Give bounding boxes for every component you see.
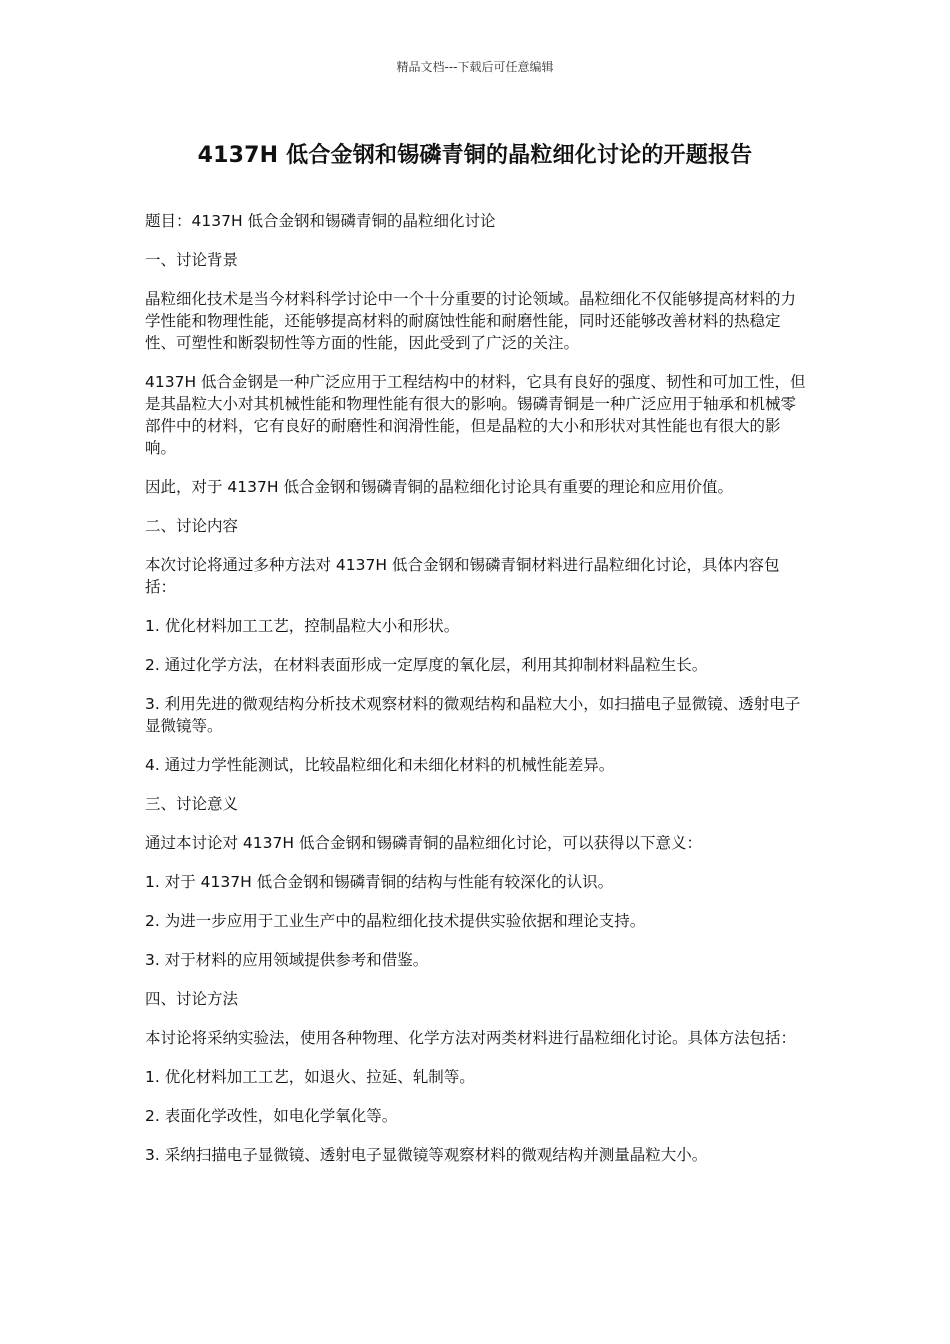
list-item: 2. 通过化学方法，在材料表面形成一定厚度的氧化层，利用其抑制材料晶粒生长。	[145, 656, 708, 674]
background-paragraph: 因此，对于 4137H 低合金钢和锡磷青铜的晶粒细化讨论具有重要的理论和应用价值。	[145, 478, 733, 496]
section-heading-content: 二、讨论内容	[145, 517, 239, 535]
list-item: 1. 对于 4137H 低合金钢和锡磷青铜的结构与性能有较深化的认识。	[145, 873, 614, 891]
list-item: 2. 表面化学改性，如电化学氧化等。	[145, 1107, 398, 1125]
topic-line: 题目：4137H 低合金钢和锡磷青铜的晶粒细化讨论	[145, 212, 496, 230]
section-heading-methods: 四、讨论方法	[145, 990, 239, 1008]
background-paragraph: 晶粒细化技术是当今材料科学讨论中一个十分重要的讨论领域。晶粒细化不仅能够提高材料的力学性能和物理性能，还能够提高材料的耐腐蚀性能和耐磨性能，同时还能够改善材料的热稳定性、可塑性和断裂韧性等方面的性能，因此受到了广泛的关注。	[145, 290, 797, 352]
document-body	[145, 210, 810, 1183]
section-heading-background: 一、讨论背景	[145, 251, 239, 269]
significance-intro: 通过本讨论对 4137H 低合金钢和锡磷青铜的晶粒细化讨论，可以获得以下意义：	[145, 834, 702, 852]
header-note: 精品文档---下载后可任意编辑	[396, 60, 554, 74]
document-title: 4137H 低合金钢和锡磷青铜的晶粒细化讨论的开题报告	[197, 143, 753, 168]
list-item: 4. 通过力学性能测试，比较晶粒细化和未细化材料的机械性能差异。	[145, 756, 615, 774]
methods-intro: 本讨论将采纳实验法，使用各种物理、化学方法对两类材料进行晶粒细化讨论。具体方法包括：	[145, 1029, 797, 1047]
list-item: 2. 为进一步应用于工业生产中的晶粒细化技术提供实验依据和理论支持。	[145, 912, 646, 930]
list-item: 1. 优化材料加工工艺，控制晶粒大小和形状。	[145, 617, 460, 635]
list-item: 1. 优化材料加工工艺，如退火、拉延、轧制等。	[145, 1068, 475, 1086]
section-heading-significance: 三、讨论意义	[145, 795, 239, 813]
content-intro: 本次讨论将通过多种方法对 4137H 低合金钢和锡磷青铜材料进行晶粒细化讨论，具体内容包括：	[145, 556, 780, 596]
background-paragraph: 4137H 低合金钢是一种广泛应用于工程结构中的材料，它具有良好的强度、韧性和可加工性，但是其晶粒大小对其机械性能和物理性能有很大的影响。锡磷青铜是一种广泛应用于轴承和机械零部件中的材料，它有良好的耐磨性和润滑性能，但是晶粒的大小和形状对其性能也有很大的影响。	[145, 373, 806, 457]
list-item: 3. 对于材料的应用领域提供参考和借鉴。	[145, 951, 429, 969]
list-item: 3. 采纳扫描电子显微镜、透射电子显微镜等观察材料的微观结构并测量晶粒大小。	[145, 1146, 708, 1164]
list-item: 3. 利用先进的微观结构分析技术观察材料的微观结构和晶粒大小，如扫描电子显微镜、透射电子显微镜等。	[145, 695, 801, 735]
